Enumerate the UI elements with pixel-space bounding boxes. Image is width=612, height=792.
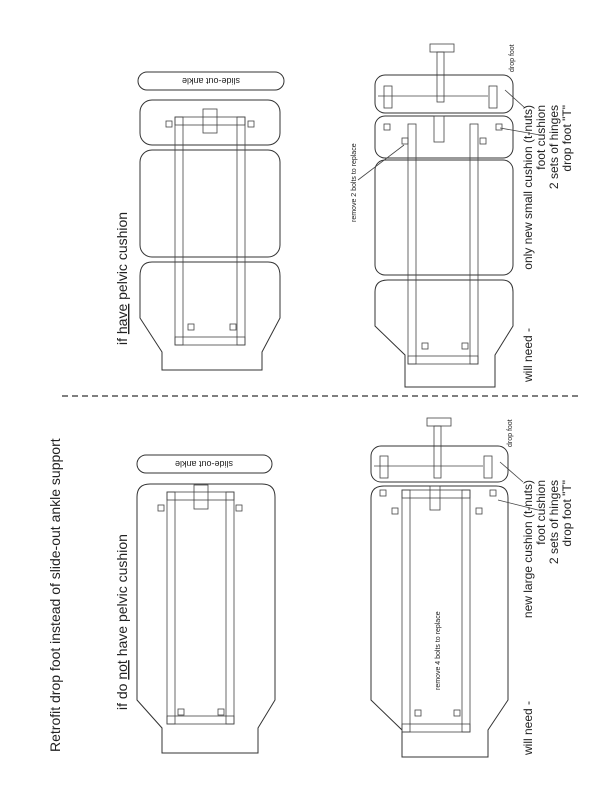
- bolt: [496, 124, 502, 130]
- frame-crossbar-top: [175, 117, 245, 125]
- bolt: [415, 710, 421, 716]
- frame-rail-left: [167, 492, 175, 724]
- foot-cushion-outline: [140, 100, 280, 145]
- upper-remove-label: remove 2 bolts to replace: [351, 143, 358, 222]
- upper-slide-out-label: slide-out ankle: [181, 76, 241, 86]
- needs-pointer-line: [500, 462, 523, 482]
- upper-need-item: foot cushion: [534, 105, 548, 170]
- bolt: [188, 324, 194, 330]
- upper-retrofit-table: [375, 44, 516, 387]
- frame-rail-right: [226, 492, 234, 724]
- frame-crossbar-bottom: [408, 356, 478, 364]
- lower-case-section: [114, 418, 574, 757]
- upper-heading: [114, 212, 130, 345]
- drop-foot-t-bar: [427, 418, 451, 426]
- frame-crossbar-bottom: [167, 716, 234, 724]
- bolt: [236, 505, 242, 511]
- lower-heading: [114, 534, 130, 710]
- frame-rail-right: [462, 490, 470, 732]
- pelvic-cushion-outline: [140, 262, 280, 370]
- lower-slide-out-label: slide-out ankle: [174, 459, 234, 469]
- upper-drop-foot-label: drop foot: [509, 44, 516, 72]
- page-title: Retrofit drop foot instead of slide-out ankle support: [47, 438, 63, 752]
- bolt: [490, 490, 496, 496]
- upper-heading-suffix: pelvic cushion: [114, 211, 130, 304]
- remove-pointer-line: [358, 145, 404, 180]
- frame-rail-left: [175, 117, 183, 345]
- middle-cushion-outline: [140, 150, 280, 257]
- frame-crossbar-top: [167, 492, 234, 500]
- bolt: [454, 710, 460, 716]
- bolt: [476, 508, 482, 514]
- hinge: [380, 456, 388, 478]
- bolt: [380, 490, 386, 496]
- upper-current-table: [140, 100, 280, 370]
- drop-foot-t-bar: [430, 44, 454, 52]
- lower-heading-emphasis: not: [114, 660, 130, 680]
- lower-slide-out-ankle: [137, 455, 272, 473]
- upper-heading-prefix: if: [114, 334, 130, 345]
- lower-need-item: new large cushion (t-nuts): [521, 480, 535, 619]
- lower-heading-prefix: if do: [114, 679, 130, 710]
- bolt: [422, 343, 428, 349]
- drop-foot-t-stem: [434, 426, 441, 478]
- lower-heading-suffix: have pelvic cushion: [114, 534, 130, 661]
- frame-rail-left: [402, 490, 410, 732]
- upper-slide-out-ankle: [138, 72, 284, 90]
- lower-remove-label: remove 4 bolts to replace: [435, 611, 442, 690]
- upper-need-prefix: will need -: [521, 327, 535, 382]
- slide-out-bracket: [203, 109, 217, 133]
- frame-rail-right: [237, 117, 245, 345]
- frame-crossbar-top: [402, 490, 470, 498]
- lower-need-item: 2 sets of hinges: [547, 480, 561, 565]
- drop-foot-t-stem: [437, 52, 444, 102]
- bolt: [248, 121, 254, 127]
- bolt: [158, 505, 164, 511]
- slide-out-bracket: [194, 485, 208, 509]
- frame-crossbar-bottom: [402, 724, 470, 732]
- lower-current-table: [137, 484, 275, 753]
- upper-need-item: 2 sets of hinges: [547, 105, 561, 190]
- bolt: [384, 124, 390, 130]
- foot-cushion-outline: [371, 446, 508, 482]
- center-bracket: [434, 116, 444, 142]
- large-cushion-outline: [137, 484, 275, 753]
- upper-case-section: [114, 44, 574, 387]
- lower-need-prefix: will need -: [521, 700, 535, 755]
- frame-crossbar-bottom: [175, 337, 245, 345]
- upper-need-item: drop foot "T": [560, 105, 574, 172]
- middle-cushion-outline: [375, 160, 513, 275]
- bolt: [462, 343, 468, 349]
- bolt: [230, 324, 236, 330]
- bolt: [218, 709, 224, 715]
- bolt: [480, 138, 486, 144]
- lower-need-item: drop foot "T": [560, 480, 574, 547]
- lower-need-item: foot cushion: [534, 480, 548, 545]
- hinge: [484, 456, 492, 478]
- bolt: [178, 709, 184, 715]
- upper-need-item: only new small cushion (t-nuts): [521, 105, 535, 270]
- lower-drop-foot-label: drop foot: [507, 419, 514, 447]
- pelvic-cushion-outline: [375, 280, 513, 387]
- bolt: [402, 138, 408, 144]
- lower-retrofit-table: [371, 418, 514, 757]
- hinge: [384, 86, 392, 108]
- hinge: [489, 86, 497, 108]
- bolt: [392, 508, 398, 514]
- upper-heading-emphasis: have: [114, 303, 130, 335]
- bolt: [166, 121, 172, 127]
